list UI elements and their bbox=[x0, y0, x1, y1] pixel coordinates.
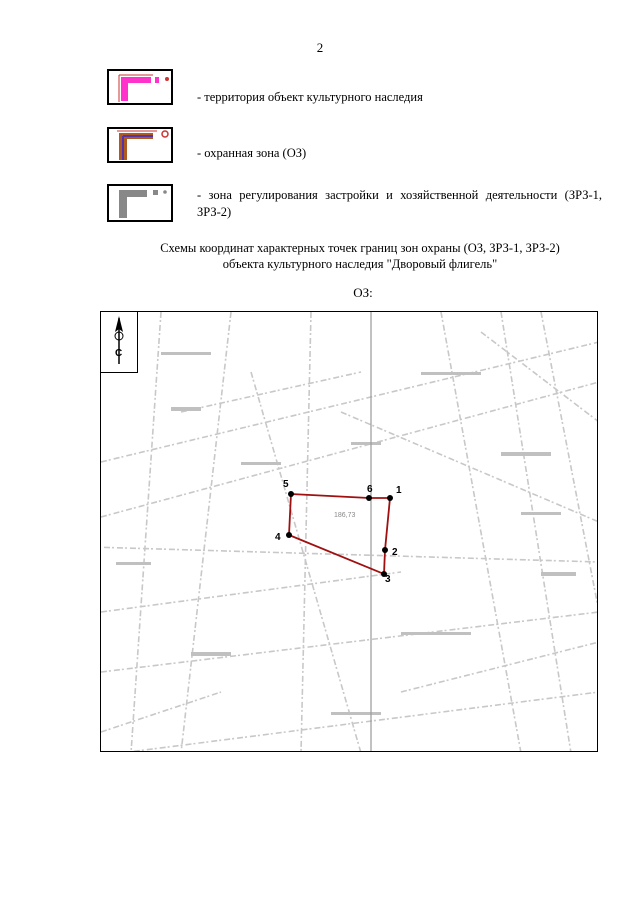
point-label-2: 2 bbox=[392, 547, 398, 558]
boundary-point-5 bbox=[288, 491, 294, 497]
page-number: 2 bbox=[316, 40, 324, 55]
legend-label-regulation-zone-line1: - зона регулирования застройки и хозяйственной деятельности (ЗРЗ-1, bbox=[197, 188, 602, 202]
point-label-6: 6 bbox=[367, 484, 373, 495]
point-label-3: 3 bbox=[385, 574, 391, 585]
map-background-lines bbox=[101, 312, 598, 752]
legend-label-regulation-zone bbox=[197, 187, 602, 221]
caption-line2: объекта культурного наследия "Дворовый флигель" bbox=[222, 257, 498, 271]
point-label-4: 4 bbox=[275, 532, 281, 543]
protection-zone-boundary bbox=[289, 494, 390, 574]
boundary-point-2 bbox=[382, 547, 388, 553]
zone-label: ОЗ: bbox=[353, 285, 373, 300]
north-letter: С bbox=[115, 348, 123, 359]
north-arrow bbox=[101, 312, 138, 373]
boundary-point-1 bbox=[387, 495, 393, 501]
swatch-fill-horizontal bbox=[121, 77, 151, 83]
point-label-5: 5 bbox=[283, 479, 289, 490]
boundary-point-6 bbox=[366, 495, 372, 501]
legend-label-regulation-zone-line2: ЗРЗ-2) bbox=[197, 205, 232, 219]
legend-swatch-protection-zone bbox=[107, 127, 173, 163]
boundary-point-4 bbox=[286, 532, 292, 538]
survey-label: 186,73 bbox=[334, 512, 356, 519]
point-label-1: 1 bbox=[396, 485, 402, 496]
caption-line1: Схемы координат характерных точек границ зон охраны (ОЗ, ЗРЗ-1, ЗРЗ-2) bbox=[160, 241, 560, 255]
legend-swatch-regulation-zone bbox=[107, 184, 173, 222]
legend-swatch-heritage-territory bbox=[107, 69, 173, 105]
map-canvas bbox=[101, 312, 598, 752]
cadastral-map bbox=[100, 311, 598, 752]
caption bbox=[110, 240, 610, 272]
legend-label-heritage-territory: - территория объект культурного наследия bbox=[197, 90, 423, 104]
legend-label-protection-zone: - охранная зона (ОЗ) bbox=[197, 146, 307, 160]
